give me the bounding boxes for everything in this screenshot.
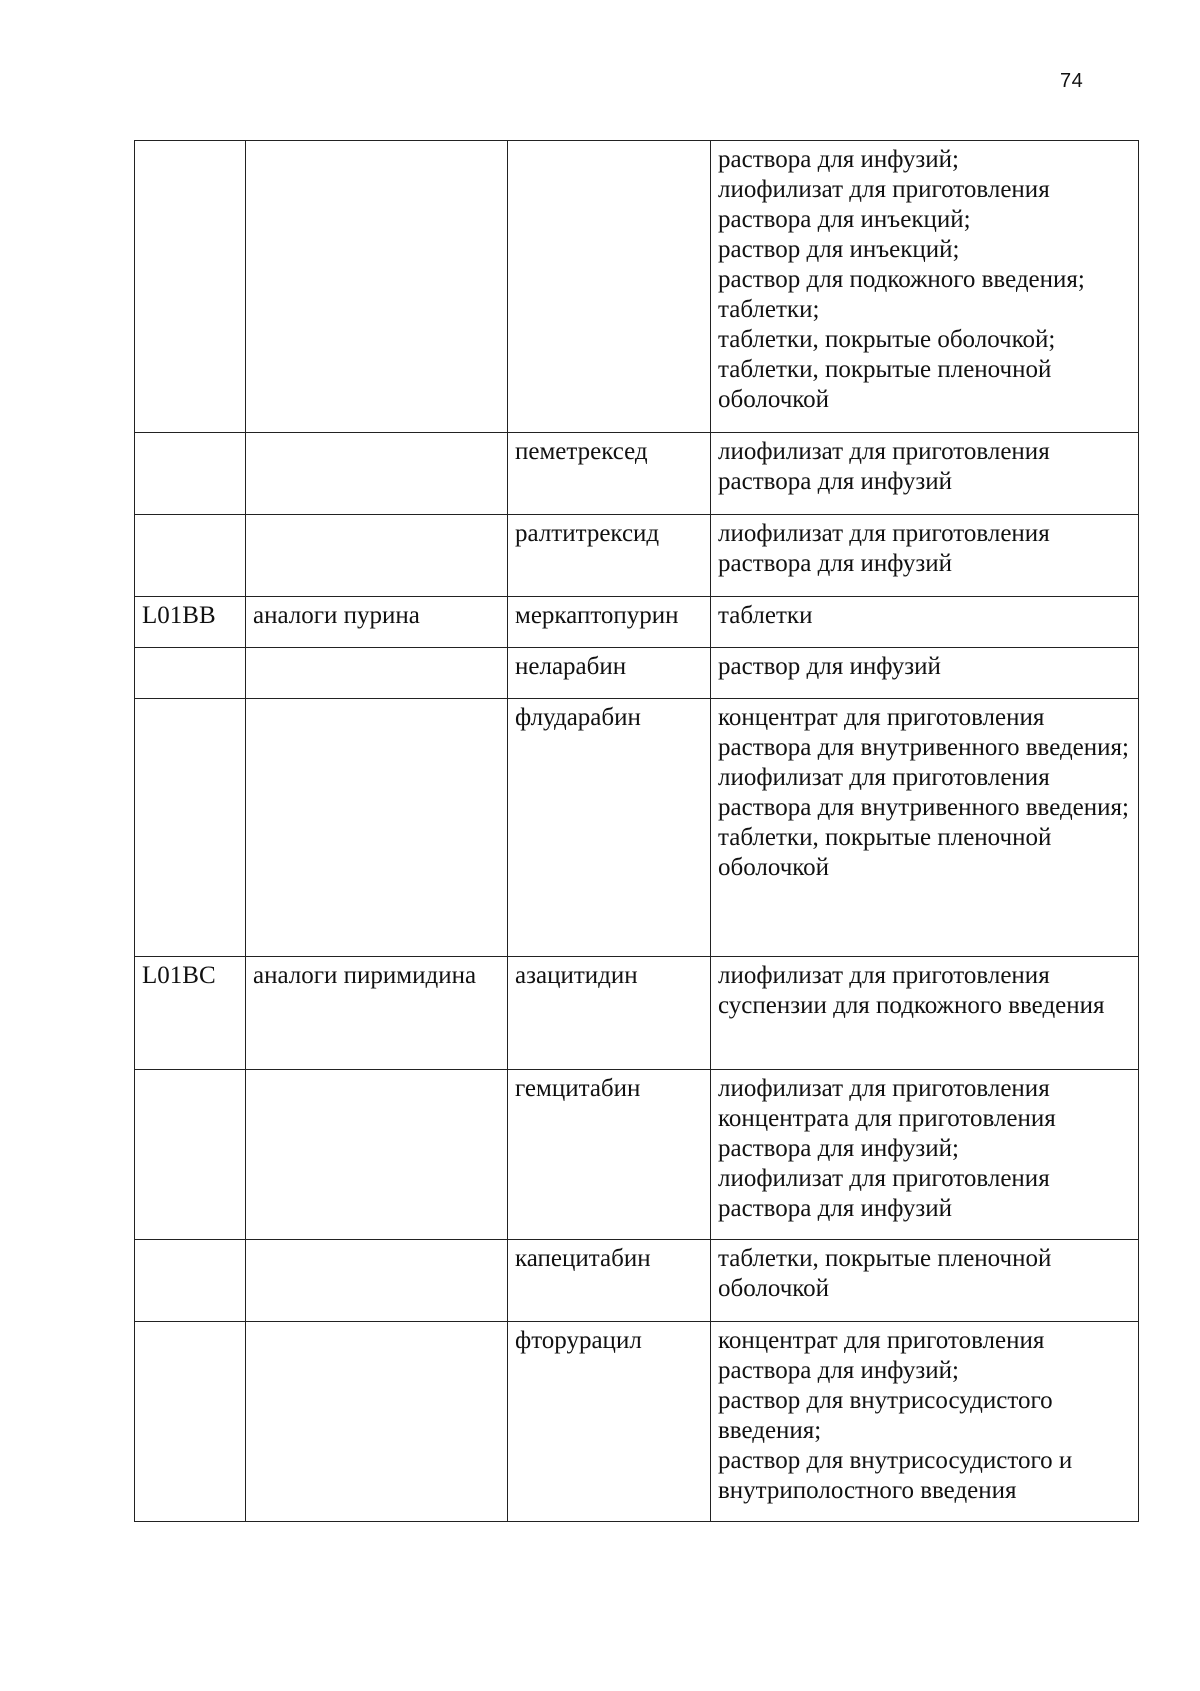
drug-name-cell: азацитидин — [508, 957, 711, 1070]
group-cell — [246, 1070, 508, 1240]
table-row — [135, 515, 1139, 597]
table-row — [135, 699, 1139, 957]
drug-name-cell: капецитабин — [508, 1240, 711, 1322]
group-cell — [246, 1240, 508, 1322]
table-row — [135, 957, 1139, 1070]
atc-code-cell — [135, 699, 246, 957]
table-row — [135, 1070, 1139, 1240]
atc-code-cell: L01BB — [135, 597, 246, 648]
group-cell — [246, 648, 508, 699]
dosage-forms-cell: раствора для инфузий; лиофилизат для приготовления раствора для инъекций; раствор для инъекций; раствор для подкожного введения; таблетки; таблетки, покрытые оболочкой; таблетки, покрытые пленочной оболочкой — [711, 141, 1139, 433]
table-row — [135, 597, 1139, 648]
dosage-forms-cell: концентрат для приготовления раствора для инфузий; раствор для внутрисосудистого введения; раствор для внутрисосудистого и внутриполостного введения — [711, 1322, 1139, 1522]
atc-code-cell — [135, 515, 246, 597]
atc-code-cell — [135, 141, 246, 433]
group-cell — [246, 515, 508, 597]
table-row — [135, 433, 1139, 515]
table-row — [135, 1322, 1139, 1522]
dosage-forms-cell: концентрат для приготовления раствора для внутривенного введения; лиофилизат для приготовления раствора для внутривенного введения; таблетки, покрытые пленочной оболочкой — [711, 699, 1139, 957]
drug-name-cell: флударабин — [508, 699, 711, 957]
dosage-forms-cell: лиофилизат для приготовления раствора для инфузий — [711, 515, 1139, 597]
drug-name-cell: ралтитрексид — [508, 515, 711, 597]
group-cell — [246, 1322, 508, 1522]
atc-code-cell — [135, 1240, 246, 1322]
atc-code-cell — [135, 1070, 246, 1240]
group-cell: аналоги пиримидина — [246, 957, 508, 1070]
drug-name-cell: неларабин — [508, 648, 711, 699]
atc-code-cell — [135, 433, 246, 515]
drug-table — [134, 140, 1139, 1522]
atc-code-cell — [135, 1322, 246, 1522]
dosage-forms-cell: лиофилизат для приготовления суспензии для подкожного введения — [711, 957, 1139, 1070]
table-row — [135, 1240, 1139, 1322]
group-cell — [246, 433, 508, 515]
group-cell — [246, 699, 508, 957]
group-cell — [246, 141, 508, 433]
dosage-forms-cell: лиофилизат для приготовления раствора для инфузий — [711, 433, 1139, 515]
drug-name-cell: пеметрексед — [508, 433, 711, 515]
atc-code-cell — [135, 648, 246, 699]
table-row — [135, 141, 1139, 433]
dosage-forms-cell: раствор для инфузий — [711, 648, 1139, 699]
page-number: 74 — [1060, 70, 1084, 92]
dosage-forms-cell: таблетки, покрытые пленочной оболочкой — [711, 1240, 1139, 1322]
drug-name-cell — [508, 141, 711, 433]
drug-name-cell: фторурацил — [508, 1322, 711, 1522]
dosage-forms-cell: лиофилизат для приготовления концентрата для приготовления раствора для инфузий; лиофилизат для приготовления раствора для инфузий — [711, 1070, 1139, 1240]
group-cell: аналоги пурина — [246, 597, 508, 648]
atc-code-cell: L01BC — [135, 957, 246, 1070]
drug-name-cell: меркаптопурин — [508, 597, 711, 648]
dosage-forms-cell: таблетки — [711, 597, 1139, 648]
drug-name-cell: гемцитабин — [508, 1070, 711, 1240]
table-row — [135, 648, 1139, 699]
